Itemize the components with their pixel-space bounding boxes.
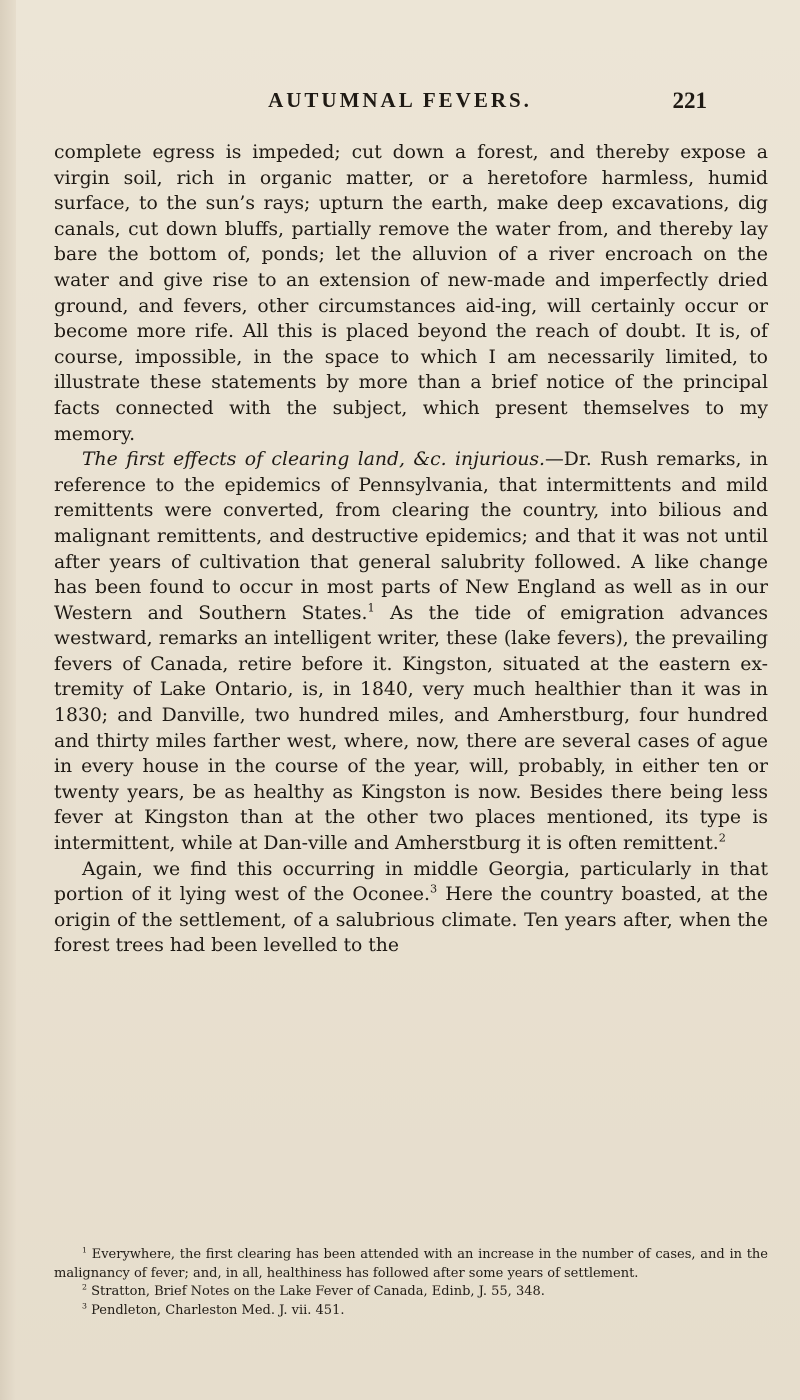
page-number: 221 (672, 88, 707, 113)
footnote-ref-2: 2 (718, 831, 726, 845)
footnote-marker-2: 2 (82, 1282, 87, 1292)
page-header (0, 88, 800, 114)
footnote-2-text: Stratton, Brief Notes on the Lake Fever of Canada, Edinb, J. 55, 348. (86, 1284, 545, 1299)
paragraph-3 (54, 857, 768, 959)
paragraph-1 (54, 140, 768, 447)
footnote-marker-3: 3 (82, 1301, 87, 1311)
running-head: AUTUMNAL FEVERS. (268, 88, 532, 112)
paragraph-2-text-a: —Dr. Rush remarks, in reference to the epidemics of Pennsylvania, that intermittents and mild remittents were converted, from clearing the country, into bilious and malignant remittents, and destructive epidemics; and that it was not until after years of cultivation that general salubrity followed. A like change has been found to occur in most parts of New England as well as in our Western and Southern States. (54, 449, 768, 624)
paragraph-2-text-b: As the tide of emigration advances westward, remarks an intelligent writer, these (lake fevers), the prevailing fevers of Canada, retire before it. Kingston, situated at the eastern ex-tremity of Lake Ontario, is, in 1840, very much healthier than it was in 1830; and Danville, two hundred miles, and Amherstburg, four hundred and thirty miles farther west, where, now, there are several cases of ague in every house in the course of the year, will, probably, in either ten or twenty years, be as healthy as Kingston is now. Besides there being less fever at Kingston than at the other two places mentioned, its type is intermittent, while at Dan-ville and Amherstburg it is often remittent. (54, 602, 768, 855)
footnote-1 (54, 1246, 768, 1283)
footnote-ref-3: 3 (429, 882, 438, 896)
paragraph-3-text-a: Again, we find this occurring in middle Georgia, particularly in that portion of it lying west of the Oconee. (54, 858, 768, 906)
paragraph-1-text: complete egress is impeded; cut down a forest, and thereby expose a virgin soil, rich in organic matter, or a heretofore harmless, humid surface, to the sun’s rays; upturn the earth, make deep excavations, dig canals, cut down bluffs, partially remove the water from, and thereby lay bare the bottom of, ponds; let the alluvion of a river encroach on the water and give rise to an extension of new-made and imperfectly dried ground, and fevers, other circumstances aid-ing, will certainly occur or become more rife. All this is placed beyond the reach of doubt. It is, of course, impossible, in the space to which I am necessarily limited, to illustrate these statements by more than a brief notice of the principal facts connected with the subject, which present themselves to my memory. (54, 142, 768, 445)
footnote-marker-1: 1 (82, 1245, 87, 1255)
section-heading-italic: The first effects of clearing land, &c. injurious. (82, 449, 545, 471)
paragraph-3-text-b: Here the country boasted, at the origin of the settlement, of a salubrious climate. Ten years after, when the forest trees had been levelled to the (54, 884, 768, 957)
footnote-3-text: Pendleton, Charleston Med. J. vii. 451. (86, 1302, 345, 1318)
body-text (54, 140, 768, 959)
paragraph-2 (54, 447, 768, 857)
footnotes (54, 1246, 768, 1320)
footnote-2 (54, 1283, 768, 1302)
footnote-ref-1: 1 (367, 601, 375, 615)
footnote-1-text: Everywhere, the first clearing has been attended with an increase in the number of cases, and in the malignancy of fever; and, in all, healthiness has followed after some years of settlement. (54, 1247, 768, 1281)
footnote-3 (54, 1302, 768, 1321)
page-gutter-shadow (0, 0, 16, 1400)
